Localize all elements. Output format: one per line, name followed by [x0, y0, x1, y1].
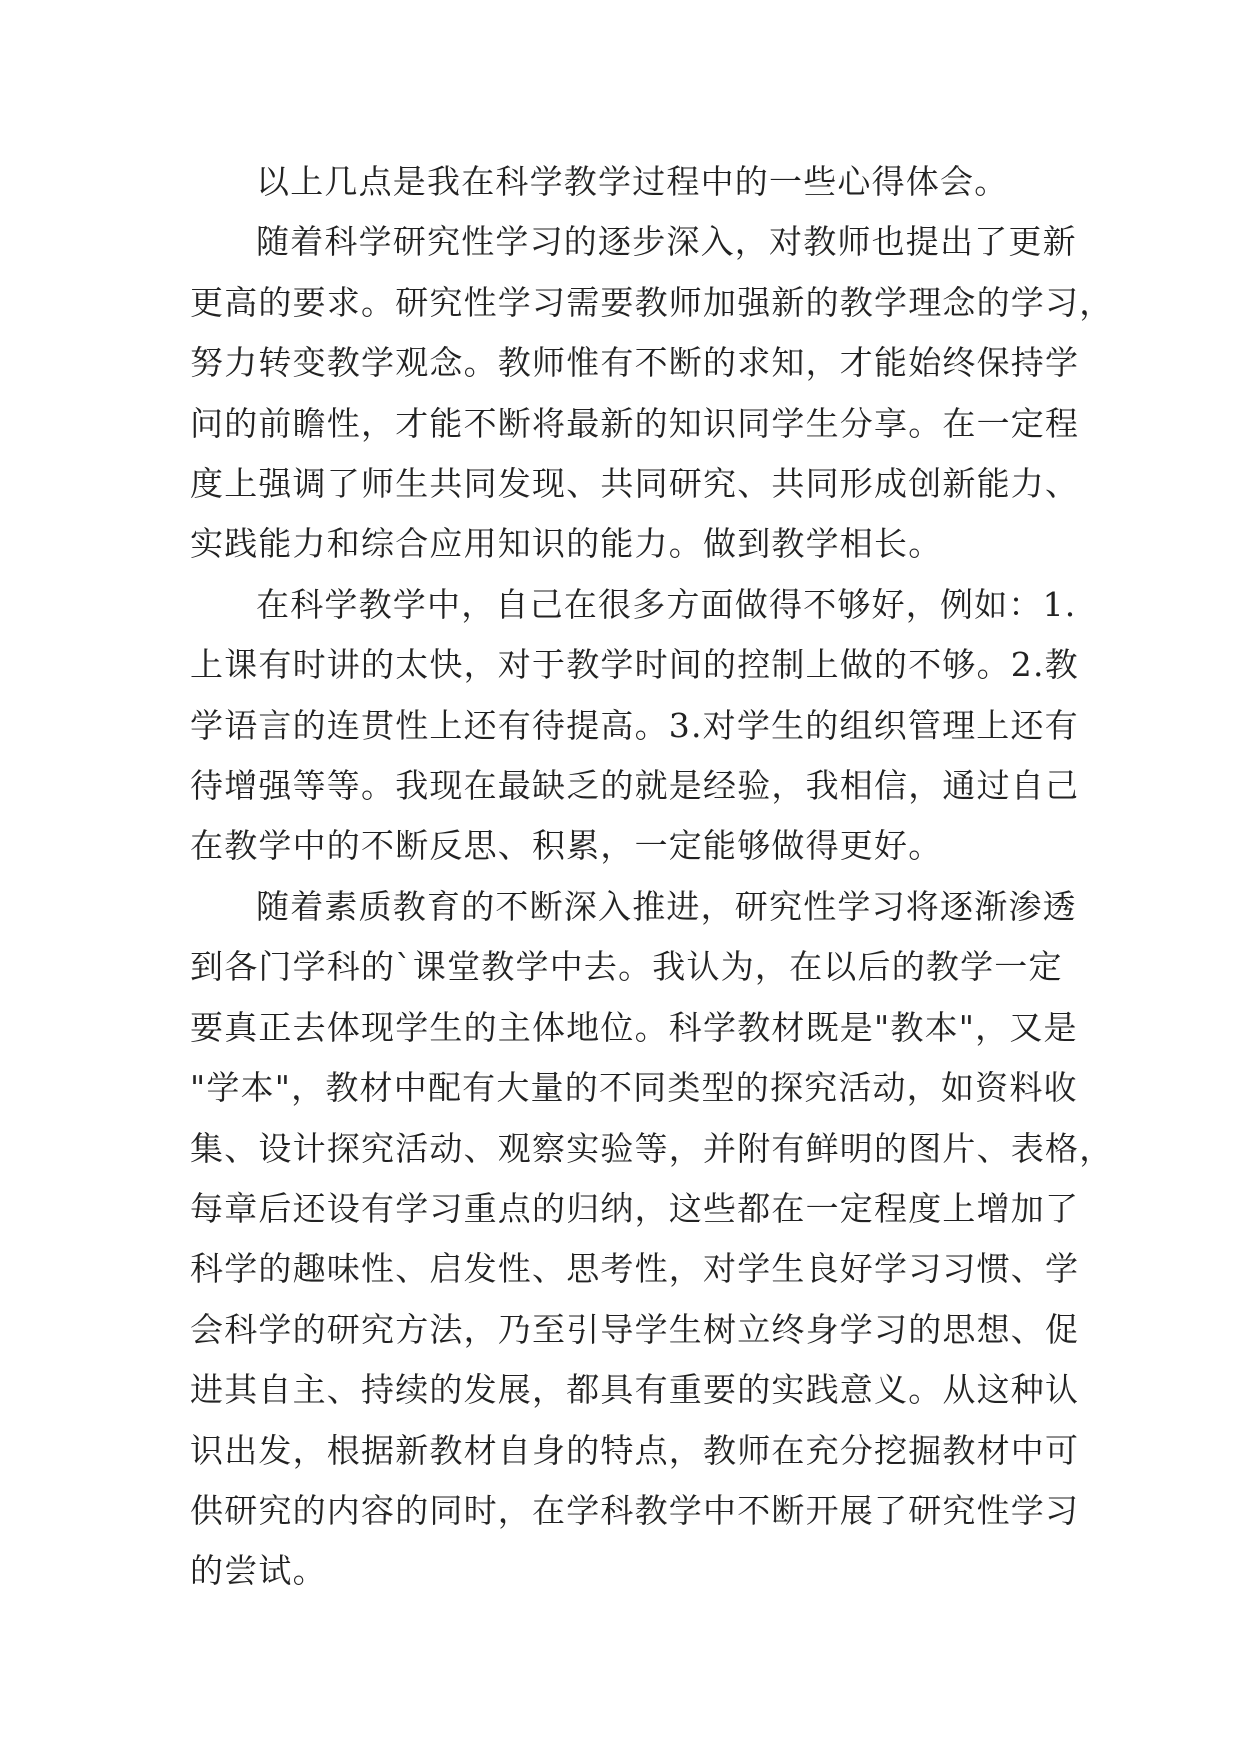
- paragraph-3: [190, 575, 1090, 877]
- text-line: 的尝试。: [190, 1551, 327, 1591]
- text-line: 度上强调了师生共同发现、共同研究、共同形成创新能力、: [190, 464, 1080, 504]
- text-line: 上课有时讲的太快，对于教学时间的控制上做的不够。2.教: [190, 645, 1079, 685]
- text-line: 更高的要求。研究性学习需要教师加强新的教学理念的学习，: [190, 282, 1114, 322]
- paragraph-4: [190, 877, 1114, 1602]
- text-line: 随着科学研究性学习的逐步深入，对教师也提出了更新: [256, 222, 1077, 262]
- text-line: 要真正去体现学生的主体地位。科学教材既是"教本"，又是: [190, 1007, 1078, 1047]
- text-line: 学语言的连贯性上还有待提高。3.对学生的组织管理上还有: [190, 705, 1079, 745]
- text-line: 每章后还设有学习重点的归纳，这些都在一定程度上增加了: [190, 1188, 1080, 1228]
- text-line: 实践能力和综合应用知识的能力。做到教学相长。: [190, 524, 943, 564]
- text-line: 科学的趣味性、启发性、思考性，对学生良好学习习惯、学: [190, 1249, 1080, 1289]
- text-line: 问的前瞻性，才能不断将最新的知识同学生分享。在一定程: [190, 403, 1080, 443]
- text-line: 随着素质教育的不断深入推进，研究性学习将逐渐渗透: [256, 886, 1077, 926]
- text-line: 在教学中的不断反思、积累，一定能够做得更好。: [190, 826, 943, 866]
- text-line: 进其自主、持续的发展，都具有重要的实践意义。从这种认: [190, 1370, 1080, 1410]
- text-line: 以上几点是我在科学教学过程中的一些心得体会。: [256, 162, 1009, 201]
- text-line: "学本"，教材中配有大量的不同类型的探究活动，如资料收: [190, 1068, 1078, 1108]
- text-line: 到各门学科的`课堂教学中去。我认为，在以后的教学一定: [190, 947, 1063, 987]
- text-line: 努力转变教学观念。教师惟有不断的求知，才能始终保持学: [190, 343, 1080, 383]
- document-body: [190, 152, 1114, 1602]
- text-line: 识出发，根据新教材自身的特点，教师在充分挖掘教材中可: [190, 1430, 1080, 1470]
- text-line: 在科学教学中，自己在很多方面做得不够好，例如：1.: [256, 584, 1077, 624]
- text-line: 会科学的研究方法，乃至引导学生树立终身学习的思想、促: [190, 1309, 1080, 1349]
- text-line: 供研究的内容的同时，在学科教学中不断开展了研究性学习: [190, 1490, 1080, 1530]
- text-line: 集、设计探究活动、观察实验等，并附有鲜明的图片、表格，: [190, 1128, 1114, 1168]
- paragraph-2: [190, 212, 1114, 574]
- text-line: 待增强等等。我现在最缺乏的就是经验，我相信，通过自己: [190, 766, 1080, 806]
- paragraph-1: [190, 152, 1090, 212]
